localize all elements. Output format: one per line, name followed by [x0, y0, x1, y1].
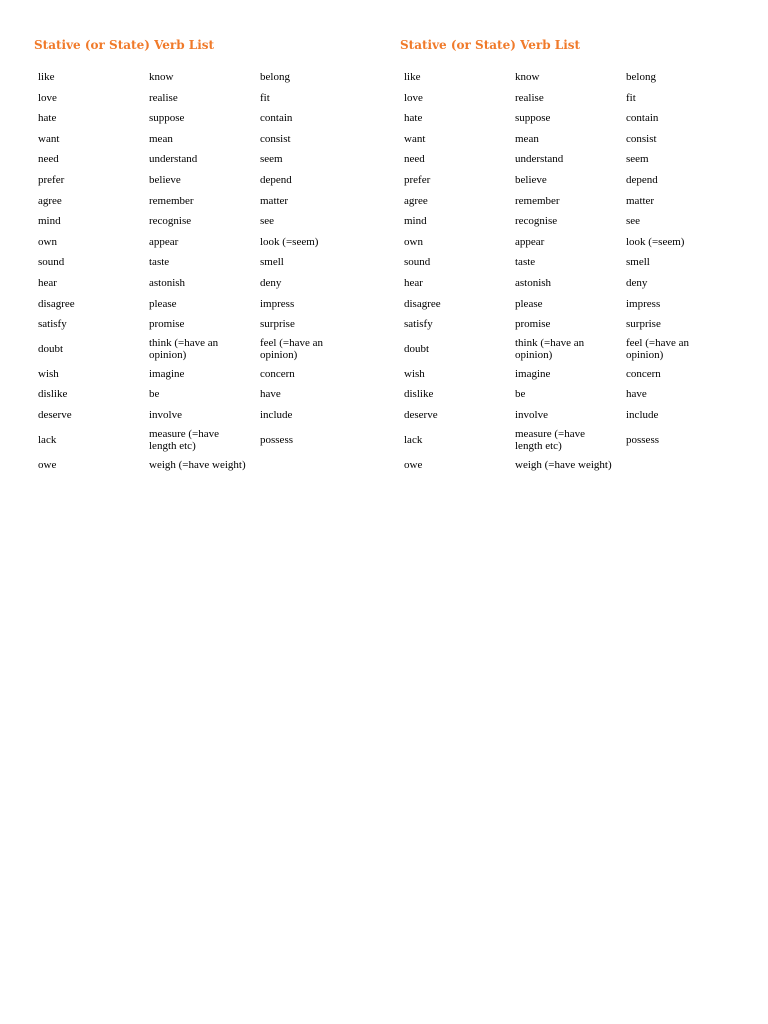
- verb-text: love: [404, 91, 423, 104]
- table-row: [34, 149, 374, 170]
- verb-text: feel (=have an opinion): [626, 336, 689, 362]
- verb-cell: [511, 108, 622, 129]
- list-title: Stative (or State) Verb List: [34, 38, 215, 52]
- verb-cell: [34, 426, 145, 455]
- verb-text: know: [515, 71, 540, 84]
- verb-cell: [256, 273, 374, 294]
- verb-text: imagine: [149, 367, 185, 380]
- verb-cell: [511, 294, 622, 315]
- verb-text: remember: [149, 194, 194, 207]
- verb-text: involve: [149, 408, 182, 421]
- verb-cell: [34, 384, 145, 405]
- verb-text: imagine: [515, 367, 551, 380]
- table-row: [34, 252, 374, 273]
- verb-text: own: [38, 235, 57, 248]
- verb-text: surprise: [260, 318, 295, 331]
- verb-cell: [622, 426, 740, 455]
- verb-cell: [400, 364, 511, 385]
- verb-cell: [34, 455, 145, 476]
- verb-text: doubt: [38, 342, 64, 355]
- table-row: [34, 364, 374, 385]
- verb-text: know: [149, 71, 174, 84]
- verb-cell: [34, 232, 145, 253]
- verb-cell: [400, 170, 511, 191]
- verb-text: taste: [515, 256, 536, 269]
- verb-text: contain: [260, 112, 293, 125]
- verb-text: satisfy: [404, 318, 433, 331]
- table-row: [400, 211, 740, 232]
- verb-text: consist: [626, 132, 657, 145]
- table-row: [400, 170, 740, 191]
- verb-text: dislike: [404, 388, 434, 401]
- verb-text: look (=seem): [626, 235, 685, 248]
- verb-cell: [34, 314, 145, 335]
- verb-text: see: [626, 215, 641, 228]
- verb-cell: [34, 364, 145, 385]
- verb-cell: [622, 314, 740, 335]
- verb-text: fit: [626, 91, 636, 104]
- verb-text: disagree: [38, 297, 75, 310]
- verb-cell: [511, 426, 622, 455]
- verb-text: weigh (=have weight): [149, 458, 246, 471]
- verb-text: have: [260, 388, 281, 401]
- verb-cell: [256, 170, 374, 191]
- verb-cell: [145, 314, 256, 335]
- verb-text: suppose: [149, 112, 185, 125]
- verb-text: feel (=have an opinion): [260, 336, 323, 362]
- verb-cell: [400, 314, 511, 335]
- table-row: [34, 67, 374, 88]
- verb-text: surprise: [626, 318, 661, 331]
- verb-cell: [622, 211, 740, 232]
- verb-cell: [256, 384, 374, 405]
- verb-cell: [34, 211, 145, 232]
- verb-text: promise: [149, 318, 185, 331]
- verb-cell: [511, 405, 622, 426]
- table-row: [400, 149, 740, 170]
- verb-cell: [34, 88, 145, 109]
- verb-text: please: [149, 297, 177, 310]
- verb-cell: [511, 384, 622, 405]
- table-row: [34, 273, 374, 294]
- verb-cell: [145, 294, 256, 315]
- verb-cell: [145, 273, 256, 294]
- verb-text: astonish: [149, 276, 186, 289]
- verb-text: matter: [260, 194, 289, 207]
- verb-table-body: [400, 67, 740, 475]
- verb-cell: [400, 88, 511, 109]
- verb-text: want: [38, 132, 60, 145]
- verb-cell: [622, 335, 740, 364]
- verb-text: depend: [260, 174, 292, 187]
- verb-cell: [256, 211, 374, 232]
- table-row: [400, 252, 740, 273]
- verb-cell: [511, 211, 622, 232]
- verb-table: [34, 67, 374, 475]
- verb-cell: [511, 455, 622, 476]
- verb-text: sound: [404, 256, 431, 269]
- verb-text: be: [515, 388, 526, 401]
- table-row: [400, 129, 740, 150]
- verb-cell: [34, 335, 145, 364]
- verb-text: involve: [515, 408, 548, 421]
- verb-text: realise: [515, 91, 544, 104]
- verb-cell: [145, 232, 256, 253]
- verb-text: believe: [149, 174, 181, 187]
- verb-cell: [511, 252, 622, 273]
- verb-list-right: [400, 36, 740, 475]
- table-row: [400, 191, 740, 212]
- verb-cell: [622, 384, 740, 405]
- table-row: [34, 294, 374, 315]
- verb-cell: [511, 314, 622, 335]
- verb-text: think (=have an opinion): [149, 336, 219, 362]
- verb-cell: [622, 252, 740, 273]
- verb-text: wish: [38, 367, 59, 380]
- verb-cell: [622, 149, 740, 170]
- verb-cell: [256, 335, 374, 364]
- verb-cell: [622, 455, 740, 476]
- verb-cell: [145, 426, 256, 455]
- verb-text: depend: [626, 174, 658, 187]
- verb-cell: [256, 67, 374, 88]
- verb-text: smell: [260, 256, 284, 269]
- verb-text: hear: [38, 276, 57, 289]
- table-row: [400, 88, 740, 109]
- table-row: [400, 232, 740, 253]
- table-row: [400, 335, 740, 364]
- verb-text: hate: [404, 112, 423, 125]
- verb-text: belong: [260, 71, 290, 84]
- verb-text: disagree: [404, 297, 441, 310]
- verb-cell: [622, 273, 740, 294]
- verb-text: measure (=have length etc): [515, 427, 586, 452]
- verb-text: doubt: [404, 342, 430, 355]
- verb-cell: [256, 455, 374, 476]
- verb-cell: [622, 88, 740, 109]
- table-row: [34, 232, 374, 253]
- verb-cell: [34, 170, 145, 191]
- verb-text: recognise: [515, 215, 558, 228]
- list-title: Stative (or State) Verb List: [400, 38, 581, 52]
- verb-cell: [622, 405, 740, 426]
- verb-cell: [145, 108, 256, 129]
- verb-text: consist: [260, 132, 291, 145]
- verb-cell: [511, 129, 622, 150]
- verb-text: mean: [149, 132, 173, 145]
- verb-cell: [34, 67, 145, 88]
- table-row: [400, 426, 740, 455]
- verb-text: prefer: [404, 174, 431, 187]
- verb-text: hear: [404, 276, 423, 289]
- verb-cell: [511, 170, 622, 191]
- table-row: [400, 405, 740, 426]
- verb-cell: [622, 191, 740, 212]
- verb-text: owe: [404, 458, 423, 471]
- verb-text: realise: [149, 91, 178, 104]
- table-row: [400, 108, 740, 129]
- verb-text: belong: [626, 71, 656, 84]
- verb-cell: [400, 108, 511, 129]
- verb-cell: [145, 384, 256, 405]
- verb-cell: [622, 67, 740, 88]
- verb-text: measure (=have length etc): [149, 427, 220, 452]
- verb-text: agree: [404, 194, 428, 207]
- verb-text: hate: [38, 112, 57, 125]
- verb-cell: [622, 170, 740, 191]
- verb-cell: [256, 149, 374, 170]
- verb-cell: [145, 67, 256, 88]
- verb-cell: [622, 232, 740, 253]
- verb-cell: [145, 455, 256, 476]
- verb-text: understand: [149, 153, 198, 166]
- verb-text: matter: [626, 194, 655, 207]
- table-row: [34, 455, 374, 476]
- verb-text: like: [38, 71, 55, 84]
- verb-cell: [400, 67, 511, 88]
- verb-cell: [256, 252, 374, 273]
- table-row: [34, 88, 374, 109]
- verb-text: suppose: [515, 112, 551, 125]
- verb-text: deny: [626, 276, 648, 289]
- verb-cell: [400, 294, 511, 315]
- table-row: [400, 384, 740, 405]
- table-row: [34, 405, 374, 426]
- verb-text: sound: [38, 256, 65, 269]
- verb-cell: [622, 364, 740, 385]
- verb-text: need: [38, 153, 59, 166]
- verb-cell: [145, 129, 256, 150]
- verb-cell: [145, 88, 256, 109]
- verb-text: weigh (=have weight): [515, 458, 612, 471]
- table-row: [34, 129, 374, 150]
- verb-text: recognise: [149, 215, 192, 228]
- verb-cell: [400, 191, 511, 212]
- verb-text: impress: [626, 297, 661, 310]
- verb-cell: [256, 314, 374, 335]
- verb-list-left: [34, 36, 374, 475]
- verb-text: understand: [515, 153, 564, 166]
- table-row: [400, 67, 740, 88]
- verb-text: look (=seem): [260, 235, 319, 248]
- verb-cell: [511, 67, 622, 88]
- verb-text: impress: [260, 297, 295, 310]
- verb-text: lack: [404, 433, 423, 446]
- verb-cell: [145, 211, 256, 232]
- verb-cell: [511, 364, 622, 385]
- table-row: [34, 191, 374, 212]
- verb-cell: [34, 129, 145, 150]
- verb-text: concern: [626, 367, 661, 380]
- verb-cell: [511, 232, 622, 253]
- verb-text: dislike: [38, 388, 68, 401]
- verb-cell: [511, 273, 622, 294]
- verb-text: fit: [260, 91, 270, 104]
- verb-cell: [34, 108, 145, 129]
- verb-text: include: [260, 408, 293, 421]
- verb-text: mean: [515, 132, 539, 145]
- verb-cell: [400, 426, 511, 455]
- verb-cell: [400, 232, 511, 253]
- verb-cell: [145, 364, 256, 385]
- verb-text: agree: [38, 194, 62, 207]
- verb-cell: [400, 252, 511, 273]
- table-row: [34, 384, 374, 405]
- table-row: [34, 335, 374, 364]
- verb-cell: [400, 455, 511, 476]
- verb-text: mind: [404, 215, 427, 228]
- table-row: [34, 314, 374, 335]
- verb-cell: [256, 232, 374, 253]
- verb-text: possess: [260, 433, 294, 446]
- verb-text: promise: [515, 318, 551, 331]
- verb-cell: [256, 405, 374, 426]
- verb-text: appear: [515, 235, 545, 248]
- verb-text: wish: [404, 367, 425, 380]
- verb-cell: [400, 384, 511, 405]
- verb-cell: [145, 335, 256, 364]
- verb-text: own: [404, 235, 423, 248]
- verb-text: deny: [260, 276, 282, 289]
- verb-text: believe: [515, 174, 547, 187]
- verb-text: appear: [149, 235, 179, 248]
- verb-text: satisfy: [38, 318, 67, 331]
- verb-cell: [256, 191, 374, 212]
- verb-cell: [256, 364, 374, 385]
- table-row: [400, 273, 740, 294]
- table-row: [400, 294, 740, 315]
- verb-text: be: [149, 388, 160, 401]
- verb-text: lack: [38, 433, 57, 446]
- table-row: [34, 211, 374, 232]
- verb-cell: [622, 108, 740, 129]
- verb-cell: [400, 405, 511, 426]
- verb-cell: [511, 149, 622, 170]
- verb-cell: [256, 294, 374, 315]
- table-row: [400, 455, 740, 476]
- verb-table: [400, 67, 740, 475]
- verb-cell: [145, 405, 256, 426]
- verb-text: need: [404, 153, 425, 166]
- verb-text: seem: [626, 153, 649, 166]
- verb-text: include: [626, 408, 659, 421]
- verb-text: smell: [626, 256, 650, 269]
- verb-text: concern: [260, 367, 295, 380]
- verb-cell: [256, 108, 374, 129]
- verb-text: mind: [38, 215, 61, 228]
- verb-text: contain: [626, 112, 659, 125]
- verb-text: deserve: [38, 408, 72, 421]
- verb-cell: [34, 405, 145, 426]
- verb-cell: [400, 129, 511, 150]
- verb-cell: [145, 149, 256, 170]
- verb-cell: [256, 129, 374, 150]
- verb-text: owe: [38, 458, 57, 471]
- verb-cell: [145, 252, 256, 273]
- table-row: [400, 314, 740, 335]
- verb-text: seem: [260, 153, 283, 166]
- verb-text: think (=have an opinion): [515, 336, 585, 362]
- verb-text: taste: [149, 256, 170, 269]
- verb-text: please: [515, 297, 543, 310]
- verb-text: love: [38, 91, 57, 104]
- verb-cell: [400, 273, 511, 294]
- verb-cell: [400, 149, 511, 170]
- verb-cell: [256, 88, 374, 109]
- verb-cell: [34, 294, 145, 315]
- table-row: [400, 364, 740, 385]
- verb-text: want: [404, 132, 426, 145]
- table-row: [34, 108, 374, 129]
- verb-cell: [34, 149, 145, 170]
- verb-cell: [145, 170, 256, 191]
- verb-cell: [400, 211, 511, 232]
- verb-table-body: [34, 67, 374, 475]
- verb-cell: [622, 129, 740, 150]
- verb-cell: [622, 294, 740, 315]
- verb-cell: [145, 191, 256, 212]
- verb-cell: [511, 335, 622, 364]
- table-row: [34, 170, 374, 191]
- verb-cell: [400, 335, 511, 364]
- verb-text: prefer: [38, 174, 65, 187]
- verb-text: deserve: [404, 408, 438, 421]
- verb-text: possess: [626, 433, 660, 446]
- verb-text: have: [626, 388, 647, 401]
- verb-text: see: [260, 215, 275, 228]
- verb-text: remember: [515, 194, 560, 207]
- verb-cell: [511, 88, 622, 109]
- verb-text: like: [404, 71, 421, 84]
- verb-cell: [34, 191, 145, 212]
- verb-text: astonish: [515, 276, 552, 289]
- verb-cell: [34, 273, 145, 294]
- table-row: [34, 426, 374, 455]
- verb-cell: [511, 191, 622, 212]
- verb-cell: [34, 252, 145, 273]
- verb-cell: [256, 426, 374, 455]
